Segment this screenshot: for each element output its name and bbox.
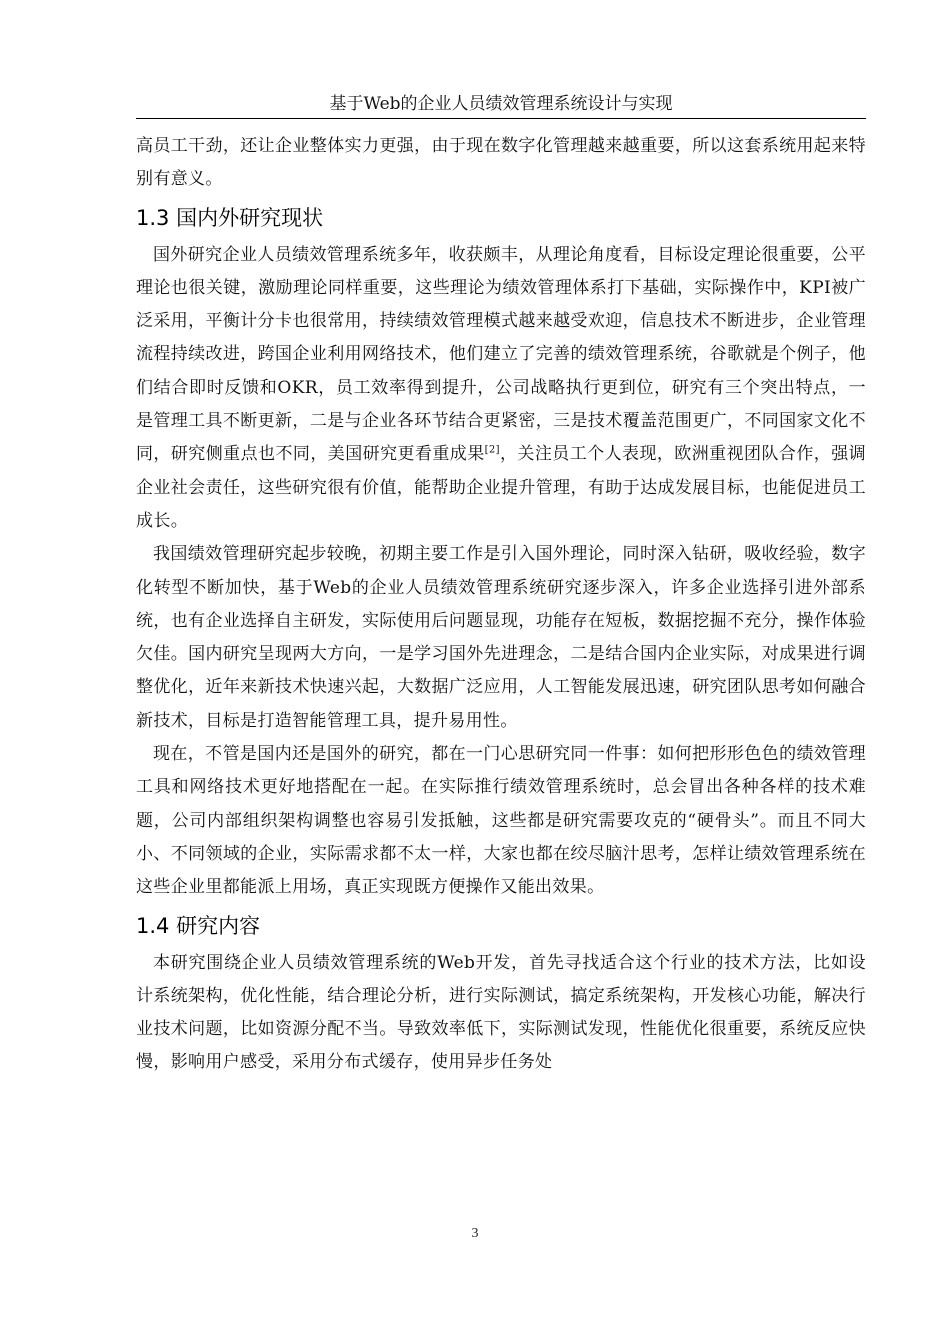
paragraph-domestic-research: 我国绩效管理研究起步较晚，初期主要工作是引入国外理论，同时深入钻研，吸收经验，数字化转型不断加快，基于Web的企业人员绩效管理系统研究逐步深入，许多企业选择引进外部系统，也有企业选择自主研发，实际使用后问题显现，功能存在短板，数据挖掘不充分，操作体验欠佳。国内研究呈现两大方向，一是学习国外先进理念，二是结合国内企业实际，对成果进行调整优化，近年来新技术快速兴起，大数据广泛应用，人工智能发展迅速，研究团队思考如何融合新技术，目标是打造智能管理工具，提升易用性。 bbox=[136, 544, 866, 731]
paragraph-continued: 高员工干劲，还让企业整体实力更强，由于现在数字化管理越来越重要，所以这套系统用起来特别有意义。 bbox=[136, 136, 866, 190]
paragraph-text: ，关注员工个人表现，欧洲重视团队合作，强调企业社会责任，这些研究很有价值，能帮助企业提升管理，有助于达成发展目标，也能促进员工成长。 bbox=[136, 444, 866, 531]
paragraph-foreign-research bbox=[136, 239, 866, 539]
paragraph-current-research: 现在，不管是国内还是国外的研究，都在一门心思研究同一件事：如何把形形色色的绩效管理工具和网络技术更好地搭配在一起。在实际推行绩效管理系统时，总会冒出各种各样的技术难题，公司内部组织架构调整也容易引发抵触，这些都是研究需要攻克的“硬骨头”。而且不同大小、不同领域的企业，实际需求都不太一样，大家也都在绞尽脑汁思考，怎样让绩效管理系统在这些企业里都能派上用场，真正实现既方便操作又能出效果。 bbox=[136, 744, 866, 898]
section-heading-1-4: 1.4 研究内容 bbox=[136, 913, 261, 938]
header-rule bbox=[136, 118, 866, 119]
page-number: 3 bbox=[471, 1226, 479, 1241]
citation-ref: [2] bbox=[484, 444, 500, 456]
page-body bbox=[136, 130, 866, 1080]
paragraph-research-content: 本研究围绕企业人员绩效管理系统的Web开发，首先寻找适合这个行业的技术方法，比如设计系统架构，优化性能，结合理论分析，进行实际测试，搞定系统架构，开发核心功能，解决行业技术问题，比如资源分配不当。导致效率低下，实际测试发现，性能优化很重要，系统反应快慢，影响用户感受，采用分布式缓存，使用异步任务处 bbox=[136, 952, 866, 1073]
paragraph-text: 国外研究企业人员绩效管理系统多年，收获颇丰，从理论角度看，目标设定理论很重要，公平理论也很关键，激励理论同样重要，这些理论为绩效管理体系打下基础，实际操作中，KPI被广泛采用，平衡计分卡也很常用，持续绩效管理模式越来越受欢迎，信息技术不断进步，企业管理流程持续改进，跨国企业利用网络技术，他们建立了完善的绩效管理系统，谷歌就是个例子，他们结合即时反馈和OKR，员工效率得到提升，公司战略执行更到位，研究有三个突出特点，一是管理工具不断更新，二是与企业各环节结合更紧密，三是技术覆盖范围更广，不同国家文化不同，研究侧重点也不同，美国研究更看重成果 bbox=[136, 244, 866, 465]
section-heading-1-3: 1.3 国内外研究现状 bbox=[136, 205, 324, 230]
running-header: 基于Web的企业人员绩效管理系统设计与实现 bbox=[329, 94, 673, 114]
